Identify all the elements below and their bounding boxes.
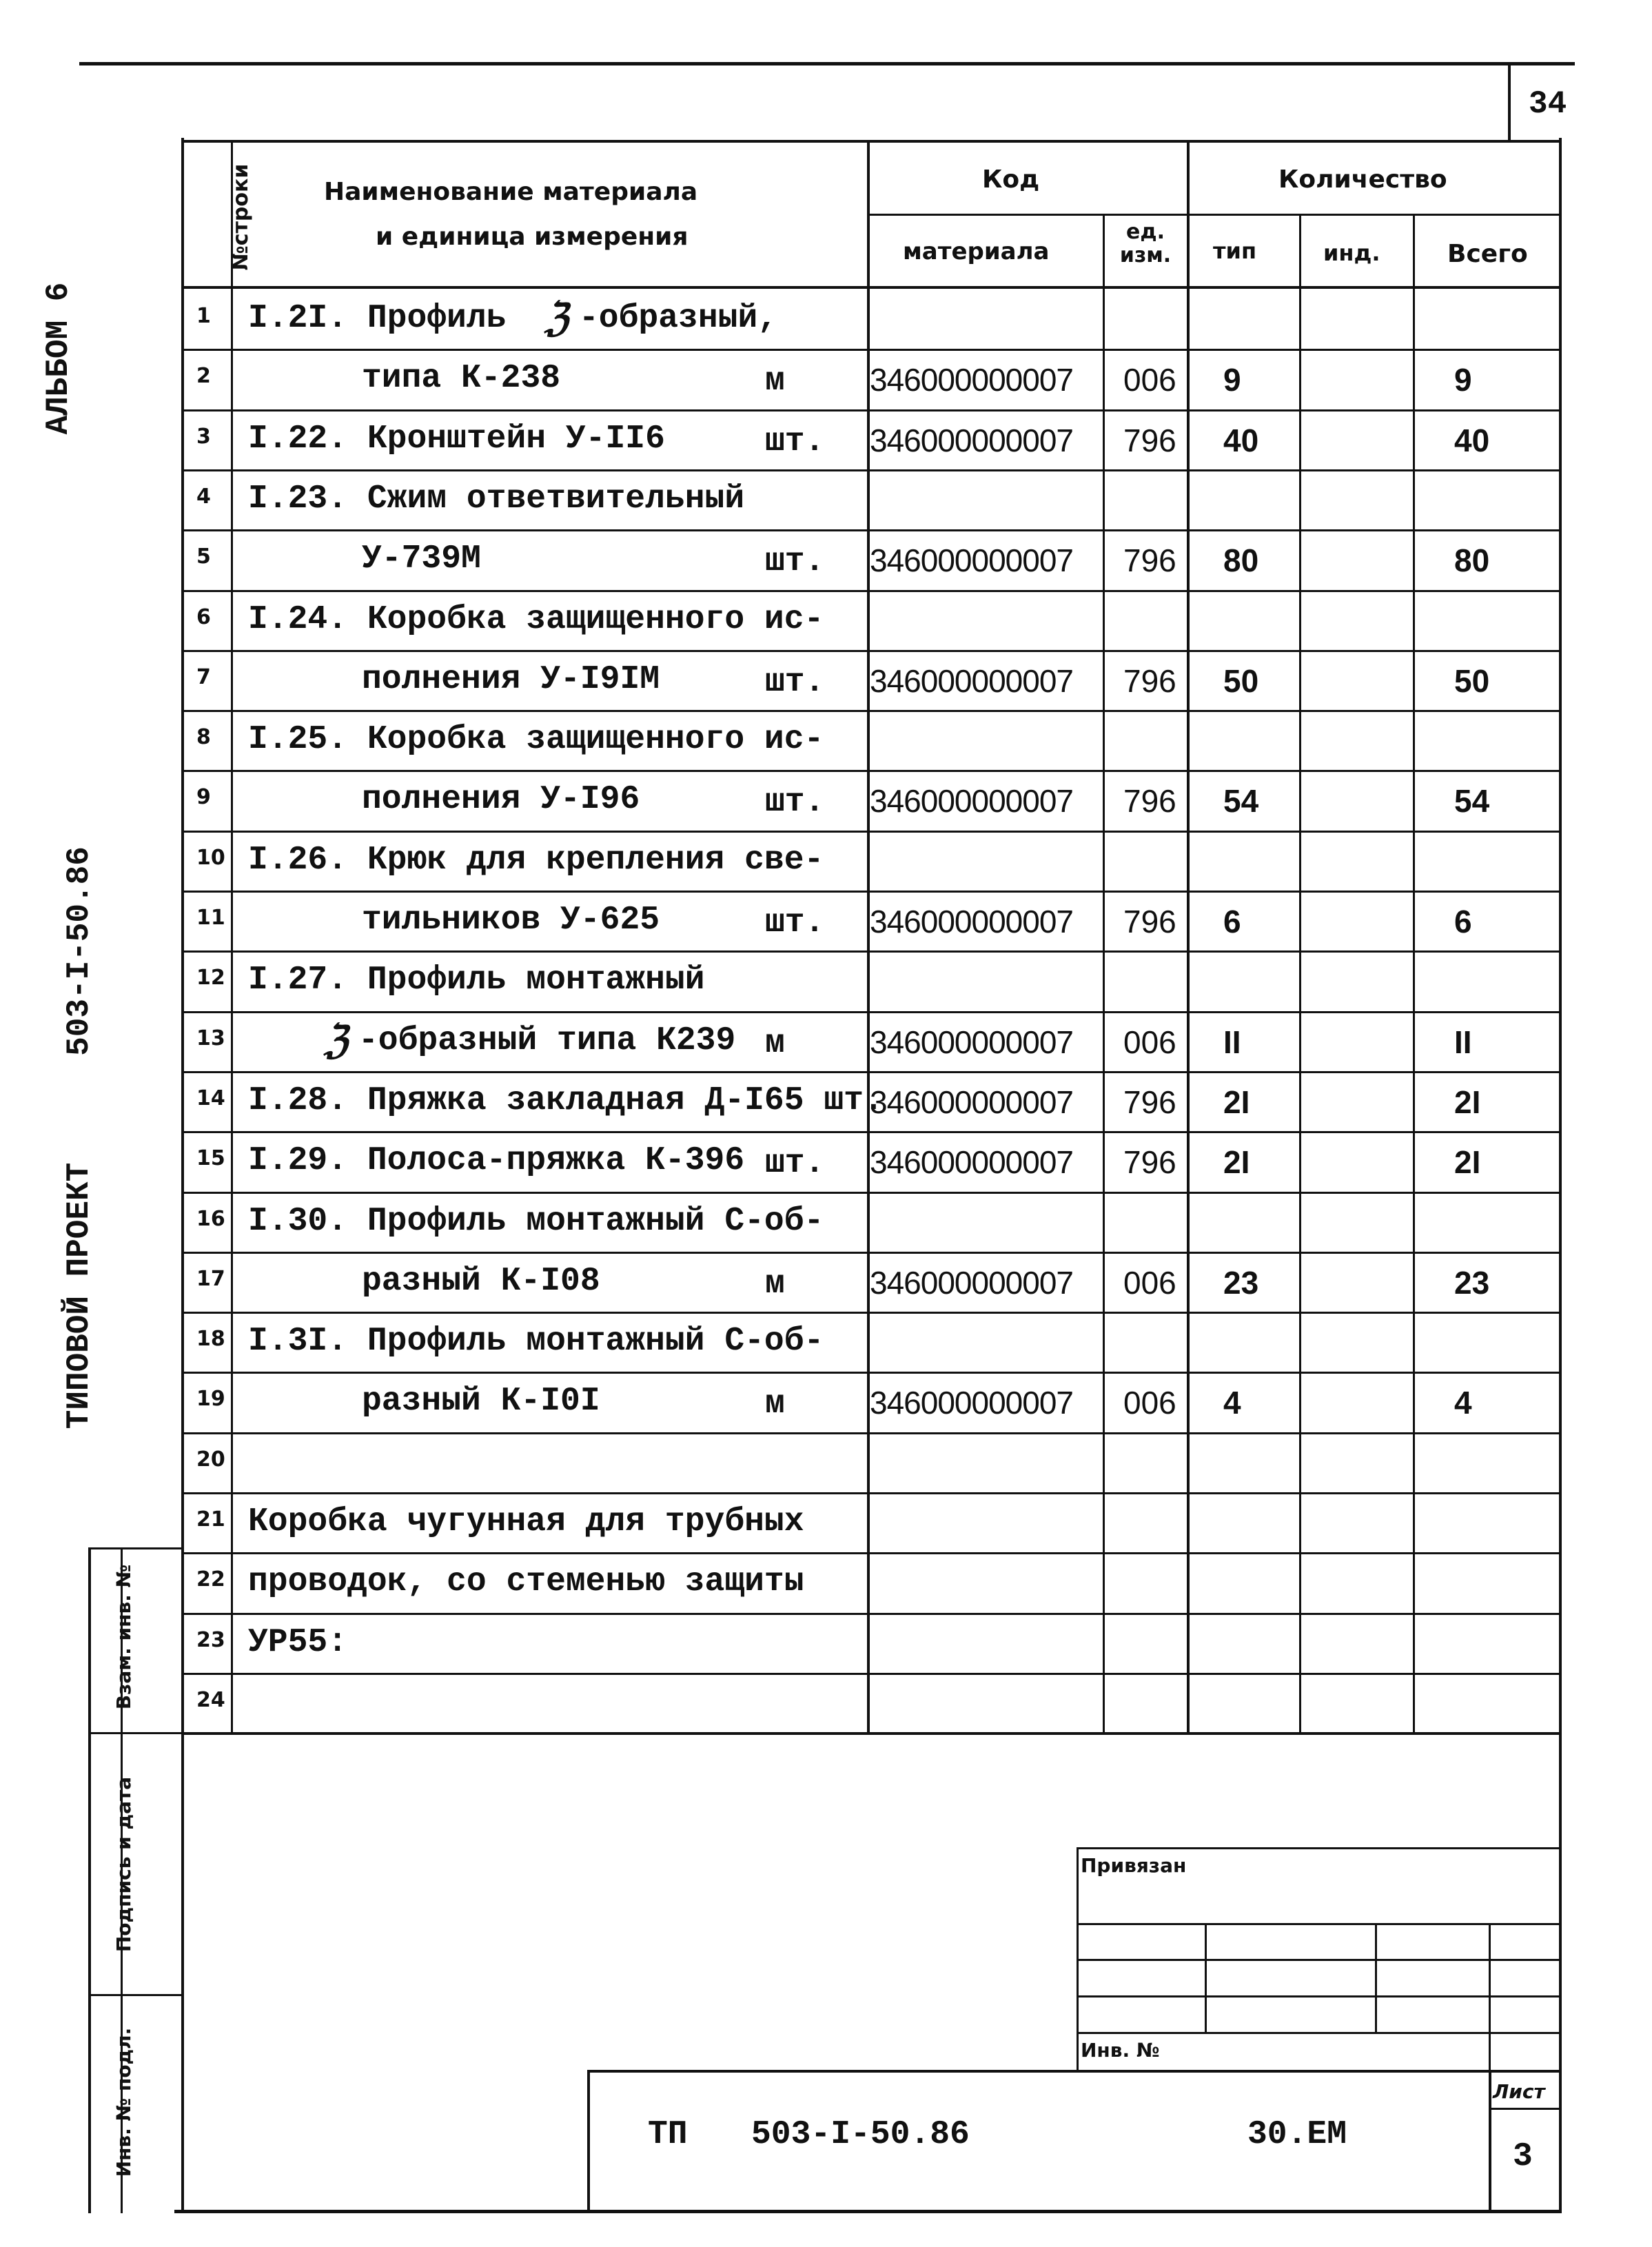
title-block-top [589,2070,1562,2073]
material-name: полнения У-I9IМ [362,661,660,698]
qty-total: 50 [1454,663,1490,699]
row-divider [181,590,1562,592]
album-label: АЛЬБОМ 6 [41,282,77,435]
row-number: 23 [196,1628,225,1652]
row-divider [181,831,1562,833]
sheet-box-div [1489,2108,1562,2110]
row-divider [181,950,1562,953]
material-name: У-739М [362,540,481,578]
row-divider [181,1071,1562,1073]
header-sub-line [867,214,1562,216]
col-line-code [1103,214,1105,1732]
project-code-side: 503-I-50.86 [61,846,97,1056]
page-number: 34 [1529,86,1567,122]
qty-type: 40 [1223,423,1259,458]
row-number: 20 [196,1447,225,1472]
material-name: разный К-I08 [362,1263,600,1300]
material-name: типа К-238 [362,360,561,397]
row-number: 22 [196,1567,225,1592]
header-qty: Количество [1278,165,1447,194]
z-profile-icon: ℨ [544,298,569,343]
material-code: 346000000007 [870,904,1073,939]
material-unit: шт. [765,664,825,701]
qty-type: 9 [1223,362,1241,398]
row-divider [181,469,1562,471]
material-name: тильников У-625 [362,902,660,939]
material-name: I.28. Пряжка закладная Д-I65 шт. [248,1082,884,1119]
row-number: 1 [196,304,211,328]
row-divider [181,891,1562,893]
row-number: 12 [196,966,225,990]
material-unit: шт. [765,784,825,821]
row-divider [181,1432,1562,1434]
priv-top [1077,1847,1562,1849]
material-name: I.22. Кронштейн У-II6 [248,420,665,458]
material-name: I.29. Полоса-пряжка К-396 [248,1142,745,1179]
qty-type: 4 [1223,1385,1241,1421]
row-divider [181,529,1562,531]
stamp-div1 [88,1732,183,1734]
row-number: 4 [196,485,211,509]
privyazan-label: Привязан [1081,1854,1187,1877]
title-tp: ТП [648,2116,688,2153]
unit-code: 796 [1123,783,1176,819]
unit-code: 006 [1123,362,1176,398]
material-code: 346000000007 [870,1144,1073,1180]
stamp-inv-podl: Инв. № подл. [112,2027,135,2177]
row-divider [181,1131,1562,1133]
header-qty-total: Всего [1447,240,1528,268]
material-name: -образный типа К239 [358,1022,736,1059]
row-number: 2 [196,364,211,388]
qty-total: 2I [1454,1144,1481,1180]
priv-v2 [1375,1923,1377,2033]
header-qty-ind: инд. [1323,240,1380,266]
material-name: проводок, со стеменью защиты [248,1563,804,1600]
material-name: полнения У-I96 [362,781,640,818]
qty-type: II [1223,1024,1241,1060]
rows-bottom-line [181,1732,1562,1735]
row-divider [181,1492,1562,1494]
project-type-side: ТИПОВОЙ ПРОЕКТ [61,1162,97,1430]
col-line-type [1299,214,1301,1732]
row-number: 9 [196,785,211,809]
unit-code: 006 [1123,1024,1176,1060]
material-code: 346000000007 [870,1084,1073,1120]
qty-total: 80 [1454,542,1490,578]
row-divider [181,710,1562,712]
row-number: 16 [196,1207,225,1231]
row-number: 3 [196,425,211,449]
row-number: 18 [196,1327,225,1351]
qty-type: 6 [1223,904,1241,939]
qty-total: 54 [1454,783,1490,819]
material-name: I.26. Крюк для крепления све- [248,842,824,879]
material-name: I.3I. Профиль монтажный С-об- [248,1323,824,1360]
material-unit: шт. [765,1145,825,1182]
priv-v1 [1205,1923,1207,2033]
material-name: УР55: [248,1624,348,1661]
material-name: Коробка чугунная для трубных [248,1503,804,1541]
header-qty-type: тип [1213,238,1257,264]
material-code: 346000000007 [870,783,1073,819]
header-code: Код [982,165,1040,194]
row-divider [181,1613,1562,1615]
material-code: 346000000007 [870,542,1073,578]
z-profile-icon: ℨ [324,1021,348,1065]
qty-type: 80 [1223,542,1259,578]
row-number: 21 [196,1507,225,1532]
unit-code: 796 [1123,663,1176,699]
stamp-podpis-data: Подпись и дата [112,1776,135,1953]
table-right-border [1559,138,1562,2213]
qty-type: 2I [1223,1084,1250,1120]
header-name-line1: Наименование материала [324,178,698,206]
row-number: 7 [196,665,211,689]
title-doc-code: 503-I-50.86 [751,2116,970,2153]
material-name: I.2I. Профиль [248,300,507,337]
material-code: 346000000007 [870,1265,1073,1301]
material-name-cont: -образный, [579,300,778,337]
material-code: 346000000007 [870,1024,1073,1060]
material-code: 346000000007 [870,663,1073,699]
unit-code: 796 [1123,542,1176,578]
qty-total: 2I [1454,1084,1481,1120]
material-unit: шт. [765,904,825,942]
material-name: I.25. Коробка защищенного ис- [248,721,824,758]
stamp-div2 [88,1994,183,1996]
page-number-box-left [1508,63,1511,143]
material-name: I.23. Сжим ответвительный [248,480,745,518]
row-number: 17 [196,1267,225,1291]
unit-code: 796 [1123,423,1176,458]
stamp-top [88,1547,183,1549]
row-number: 8 [196,725,211,749]
row-divider [181,1372,1562,1374]
row-number: 24 [196,1688,225,1712]
row-divider [181,770,1562,772]
qty-type: 54 [1223,783,1259,819]
stamp-vzam-inv: Взам. инв. № [112,1564,135,1710]
unit-code: 796 [1123,904,1176,939]
header-code-unit: ед. изм. [1119,220,1172,267]
qty-total: 9 [1454,362,1472,398]
material-unit: шт. [765,543,825,580]
table-left-border [181,138,184,2213]
sheet-label: Лист [1493,2080,1545,2103]
row-divider [181,409,1562,411]
header-name-line2: и единица измерения [376,223,689,251]
material-name: I.24. Коробка защищенного ис- [248,601,824,638]
header-bottom-line [181,286,1562,289]
material-name: I.27. Профиль монтажный [248,962,705,999]
title-mark: 30.ЕМ [1247,2116,1347,2153]
unit-code: 006 [1123,1385,1176,1421]
unit-code: 796 [1123,1144,1176,1180]
row-number: 19 [196,1387,225,1411]
material-unit: м [765,1025,785,1062]
table-bottom-border [174,2210,1562,2213]
material-unit: м [765,1385,785,1423]
priv-v3 [1489,1923,1491,2071]
row-number: 6 [196,605,211,629]
unit-code: 796 [1123,1084,1176,1120]
material-code: 346000000007 [870,423,1073,458]
row-number: 13 [196,1026,225,1050]
row-number: 5 [196,545,211,569]
row-divider [181,650,1562,652]
sheet-box-left [1489,2070,1491,2212]
col-line-ind [1413,214,1415,1732]
qty-total: II [1454,1024,1472,1060]
qty-total: 6 [1454,904,1472,939]
header-code-material: материала [903,238,1050,265]
material-code: 346000000007 [870,1385,1073,1421]
qty-total: 40 [1454,423,1490,458]
qty-total: 23 [1454,1265,1490,1301]
row-divider [181,1252,1562,1254]
title-block-left [587,2070,590,2212]
row-divider [181,349,1562,351]
stamp-col-left [88,1547,91,2213]
table-top-border [181,140,1562,143]
qty-total: 4 [1454,1385,1472,1421]
qty-type: 23 [1223,1265,1259,1301]
row-divider [181,1192,1562,1194]
material-code: 346000000007 [870,362,1073,398]
qty-type: 2I [1223,1144,1250,1180]
material-name: разный К-I0I [362,1383,600,1420]
sheet-number: 3 [1513,2138,1533,2175]
inv-no-label: Инв. № [1081,2039,1160,2062]
row-divider [181,1552,1562,1554]
header-row-no: №строки [229,163,253,271]
row-divider [181,1673,1562,1675]
unit-code: 006 [1123,1265,1176,1301]
row-divider [181,1312,1562,1314]
row-divider [181,1011,1562,1013]
material-name: I.30. Профиль монтажный С-об- [248,1203,824,1240]
qty-type: 50 [1223,663,1259,699]
row-number: 15 [196,1146,225,1170]
row-number: 11 [196,906,225,930]
material-unit: м [765,363,785,400]
row-number: 14 [196,1086,225,1110]
top-border [79,62,1575,65]
material-unit: м [765,1265,785,1303]
row-number: 10 [196,846,225,870]
material-unit: шт. [765,423,825,460]
